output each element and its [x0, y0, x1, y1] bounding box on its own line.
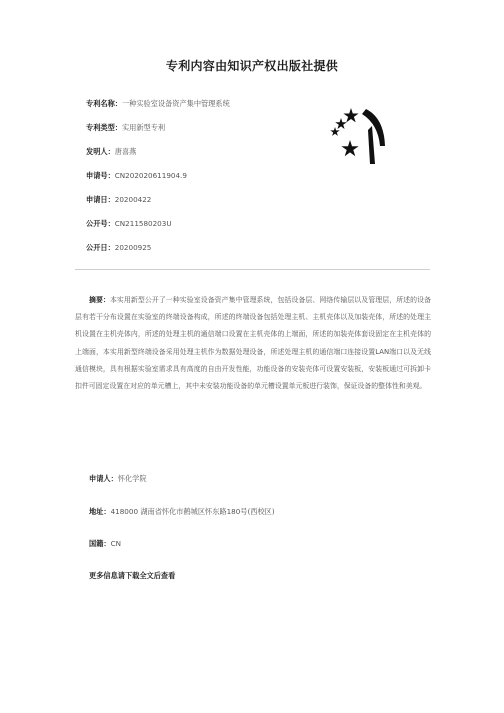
address-label: 地址 — [89, 507, 104, 516]
meta-row-inventor — [86, 147, 230, 171]
address-colon: ： — [103, 507, 111, 516]
meta-value: 实用新型专利 — [121, 123, 166, 132]
ip-office-logo-icon — [328, 108, 398, 168]
address-row — [89, 507, 275, 516]
country-colon: ： — [103, 539, 111, 548]
meta-colon: ： — [107, 219, 115, 228]
meta-colon: ： — [107, 243, 115, 252]
meta-value: 一种实验室设备资产集中管理系统 — [121, 99, 230, 108]
meta-value: CN202020611904.9 — [114, 171, 187, 180]
abstract-text: 本实用新型公开了一种实验室设备资产集中管理系统，包括设备层、网络传输层以及管理层，所述的设备层有若干分布设置在实验室的终端设备构成，所述的终端设备包括处理主机、主机壳体以及加装壳体，所述的处理主机设置在主机壳体内，所述的处理主机的通信端口设置在主机壳体的上端面，所述的加装壳体套设固定在主机壳体的上端面，本实用新型终端设备采用处理主机作为数据处理设备，所述处理主机的通信端口连接设置LAN端口以及无线通信模块，具有根据实验室需求具有高度的自由开发性能，功能设备的安装壳体可设置安装板，安装板通过可拆卸卡扣件可固定设置在对应的单元槽上，其中未安装功能设备的单元槽设置单元板进行装饰，保证设备的整体性和美观。 — [75, 296, 432, 391]
meta-value: 唐喜燕 — [114, 147, 137, 156]
meta-label: 公开号 — [86, 219, 108, 228]
abstract-label: 摘要 — [89, 296, 103, 304]
address-value: 418000 湖南省怀化市鹤城区怀东路180号(西校区) — [110, 507, 275, 516]
applicant-row — [89, 474, 147, 483]
meta-label: 申请号 — [86, 171, 108, 180]
star-icon — [343, 108, 358, 122]
meta-colon: ： — [114, 123, 122, 132]
emblem-stroke-icon — [368, 126, 375, 164]
applicant-label: 申请人 — [89, 474, 111, 483]
meta-label: 专利名称 — [86, 99, 115, 108]
section-divider — [75, 269, 430, 270]
meta-colon: ： — [107, 147, 115, 156]
meta-row-application-number — [86, 171, 230, 195]
meta-row-name — [86, 99, 230, 123]
applicant-colon: ： — [110, 474, 118, 483]
meta-label: 专利类型 — [86, 123, 115, 132]
more-info-notice: 更多信息请下载全文后查看 — [89, 571, 176, 580]
meta-colon: ： — [114, 99, 122, 108]
patent-meta — [86, 99, 230, 267]
abstract-colon: ： — [102, 296, 110, 304]
meta-colon: ： — [107, 171, 115, 180]
meta-row-application-date — [86, 195, 230, 219]
meta-row-publication-number — [86, 219, 230, 243]
meta-label: 发明人 — [86, 147, 108, 156]
meta-row-publication-date — [86, 243, 230, 267]
star-icon — [335, 118, 347, 129]
meta-value: 20200422 — [114, 195, 152, 204]
applicant-value: 怀化学院 — [117, 474, 147, 483]
page-title: 专利内容由知识产权出版社提供 — [165, 59, 339, 73]
country-label: 国籍 — [89, 539, 104, 548]
meta-value: CN211580203U — [114, 219, 172, 228]
meta-colon: ： — [107, 195, 115, 204]
meta-label: 公开日 — [86, 243, 108, 252]
meta-value: 20200925 — [114, 243, 152, 252]
meta-row-type — [86, 123, 230, 147]
meta-label: 申请日 — [86, 195, 108, 204]
emblem-sweep-icon — [362, 109, 385, 146]
country-row — [89, 539, 121, 548]
star-icon — [341, 140, 358, 156]
abstract-paragraph — [75, 292, 431, 395]
country-value: CN — [110, 539, 121, 548]
